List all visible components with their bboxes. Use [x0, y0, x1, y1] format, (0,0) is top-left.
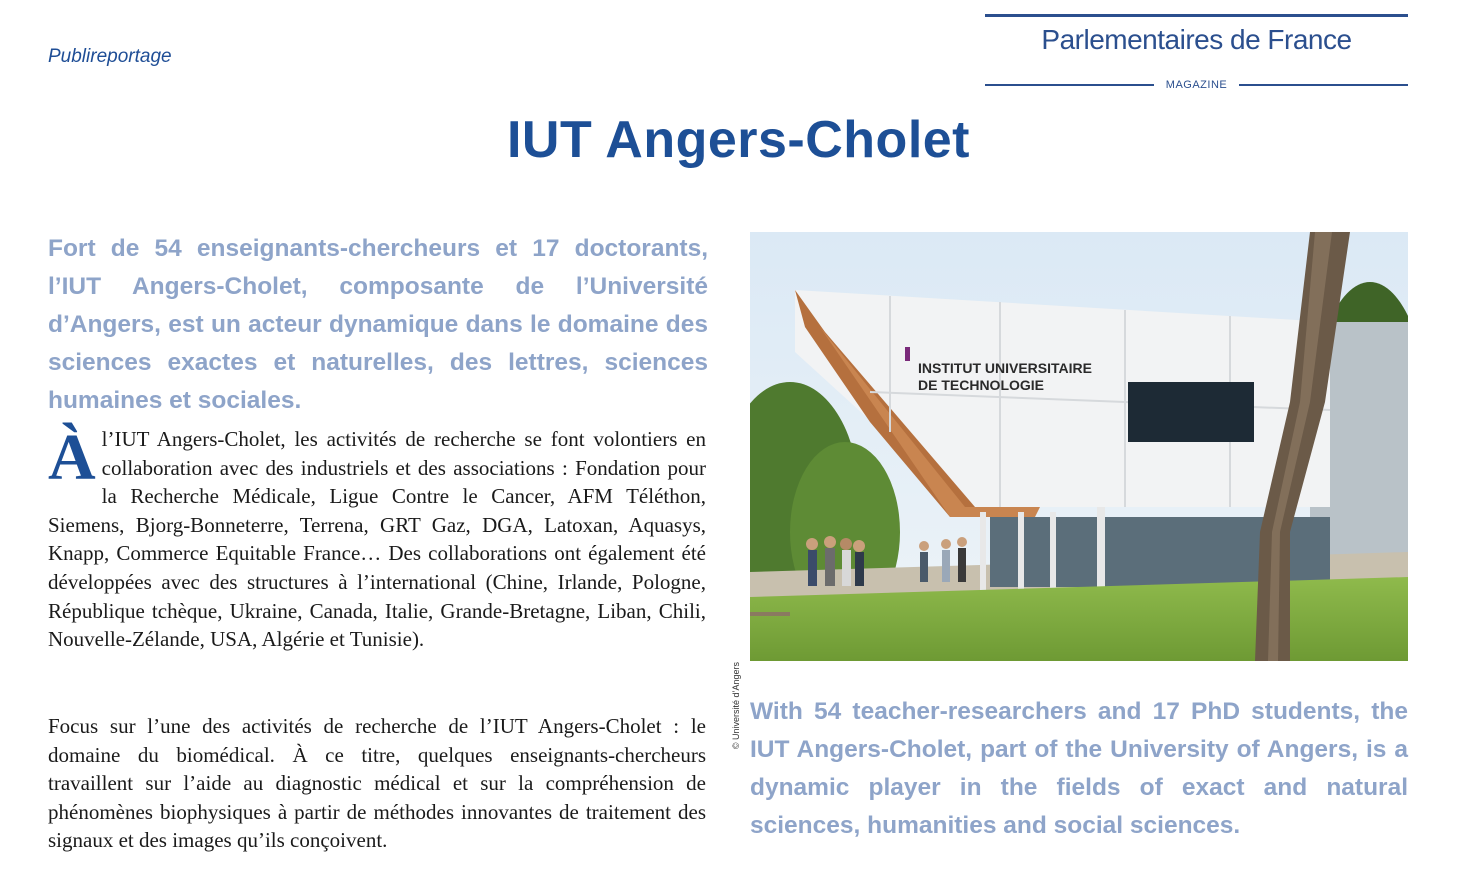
masthead-top-rule: [985, 14, 1408, 17]
photo-caption: With 54 teacher-researchers and 17 PhD students, the IUT Angers-Cholet, part of the University of Angers, is a dynamic player in the fields of exact and natural sciences, humanities and social sciences.: [750, 698, 1408, 839]
building-photo: [750, 232, 1408, 661]
drop-cap: À: [48, 421, 96, 494]
body-paragraph-1: [48, 421, 706, 654]
magazine-subtitle-row: [985, 76, 1408, 94]
section-label: Publireportage: [48, 46, 172, 67]
masthead-rule-left: [985, 84, 1154, 86]
body-paragraph-1-text: l’IUT Angers-Cholet, les activités de recherche se font volontiers en collaboration avec des industriels et des associations : Fondation pour la Recherche Médicale, Ligue Contre le Cancer, AFM Téléthon, Siemens, Bjorg-Bonneterre, Terrena, GRT Gaz, DGA, Latoxan, Aquasys, Knapp, Commerce Equitable France… Des collaborations ont également été développées avec des structures à l’international (Chine, Irlande, Pologne, République tchèque, Ukraine, Canada, Italie, Grande-Bretagne, Liban, Chili, Nouvelle-Zélande, USA, Algérie et Tunisie).: [48, 427, 706, 652]
body-paragraph-2: Focus sur l’une des activités de recherche de l’IUT Angers-Cholet : le domaine du biomédical. À ce titre, quelques enseignants-chercheurs travaillent sur l’aide au diagnostic médical et sur la compréhension de phénomènes biophysiques à partir de méthodes innovantes de traitement des signaux et des images qu’ils conçoivent.: [48, 714, 706, 853]
magazine-name: Parlementaires de France: [1041, 24, 1352, 55]
masthead-rule-right: [1239, 84, 1408, 86]
article-title: IUT Angers-Cholet: [506, 111, 971, 169]
sign-line-1: INSTITUT UNIVERSITAIRE: [918, 360, 1092, 376]
photo-credit: © Université d’Angers: [731, 662, 741, 750]
sign-accent: [905, 347, 910, 361]
dark-window: [1128, 382, 1254, 442]
article-lead: Fort de 54 enseignants-chercheurs et 17 doctorants, l’IUT Angers-Cholet, composante de l’Université d’Angers, est un acteur dynamique dans le domaine des sciences exactes et naturelles, des lettres, sciences humaines et sociales.: [48, 235, 708, 414]
magazine-subtitle: MAGAZINE: [1165, 79, 1228, 91]
building-illustration: [750, 232, 1408, 661]
sign-line-2: DE TECHNOLOGIE: [918, 377, 1045, 393]
photo-credit-wrap: [731, 662, 743, 762]
